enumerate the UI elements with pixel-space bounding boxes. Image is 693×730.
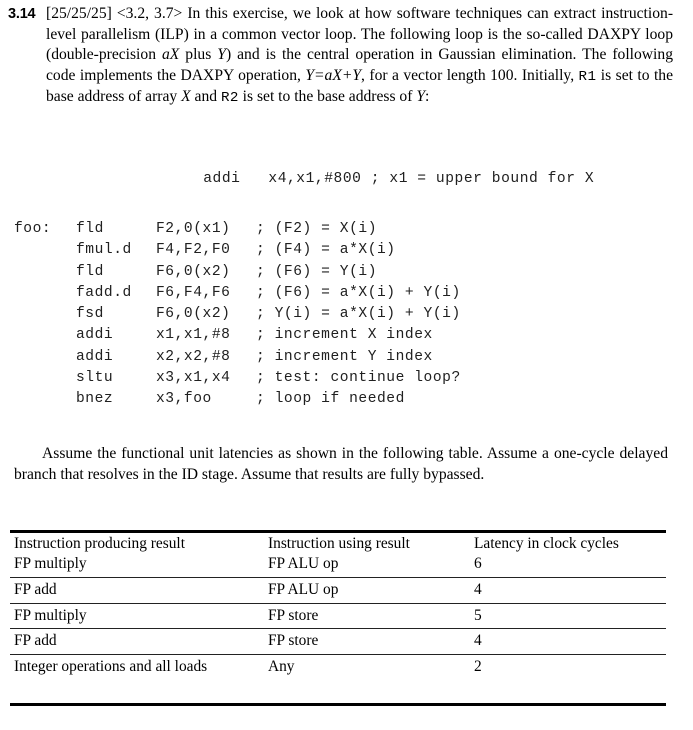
paragraph-text-1: In this exercise, we look at how software techniques can extract instruction-level parallelism (ILP) in a common vector loop. The following loop is the so-called DAXPY loop (double-precision [46,5,674,64]
paragraph-text-2: plus [179,46,218,64]
table-bottom-rule [10,703,666,706]
column-header-using: Instruction using result [268,535,410,552]
paragraph-text-7: is set to the base address of [238,88,417,106]
paragraph-text-3: ) and is the central operation in Gaussian elimination. The following code implements the DAXPY operation, [46,46,673,84]
code-opcode: bnez [76,391,114,408]
daxpy-code-listing [0,219,693,411]
cell-using: FP ALU op [268,578,474,604]
paragraph-text-6: and [190,88,221,106]
code-operands: F6,0(x2) [156,263,231,280]
code-operands: F4,F2,F0 [156,242,231,259]
cell-latency: 6 [474,554,482,572]
cell-using: FP store [268,603,474,629]
paragraph-text-5: is set to the base address of array [46,66,673,106]
code-line [0,389,693,410]
paragraph-text-8: : [425,88,430,106]
cell-using: FP store [268,629,474,655]
latency-table [10,530,666,680]
cell-producing: FP add [10,629,268,655]
code-opcode: fmul.d [76,242,132,259]
code-opcode: sltu [76,370,114,387]
code-comment: ; (F6) = a*X(i) + Y(i) [256,284,461,301]
exercise-paragraph [46,4,673,109]
cell-latency: 4 [474,629,666,655]
code-opcode: fld [76,263,104,280]
code-line [0,325,693,346]
cell-latency: 5 [474,603,666,629]
code-opcode: addi [76,348,114,365]
code-comment: ; increment Y index [256,348,433,365]
table-header-cell [268,530,474,578]
code-line [0,283,693,304]
assume-paragraph: Assume the functional unit latencies as shown in the following table. Assume a one-cycle delayed branch that resolves in the ID stage. Assume that results are fully bypassed. [14,445,668,483]
exercise-block [0,4,693,109]
code-opcode: addi [76,327,114,344]
term-Y-2: Y [416,88,426,106]
code-comment: ; (F2) = X(i) [256,221,377,237]
table-row [10,578,666,604]
code-comment: ; (F4) = a*X(i) [256,242,396,259]
code-operands: x1,x1,#8 [156,327,231,344]
code-opcode: fadd.d [76,284,132,301]
table-header-cell [474,530,666,578]
code-line [0,262,693,283]
table-header-row [10,530,666,578]
term-X: X [181,88,191,106]
cell-latency: 4 [474,578,666,604]
register-r2: R2 [220,90,239,107]
code-line [0,347,693,368]
code-operands: F2,0(x1) [156,221,231,237]
code-comment: ; loop if needed [256,391,405,408]
column-header-producing: Instruction producing result [14,535,185,552]
code-line [0,219,693,240]
code-opcode: fsd [76,306,104,323]
code-operands: x3,x1,x4 [156,370,231,387]
daxpy-formula: Y=aX+Y [305,66,362,84]
paragraph-text-4: , for a vector length 100. Initially, [361,66,579,84]
exercise-difficulty: [25/25/25] [46,5,112,22]
code-line [0,304,693,325]
cell-producing: FP add [10,578,268,604]
code-line [0,240,693,261]
table-row [10,654,666,679]
table-row [10,603,666,629]
cell-using: Any [268,654,474,679]
code-line-addi-bound [0,155,693,203]
code-comment: ; Y(i) = a*X(i) + Y(i) [256,306,461,323]
cell-latency: 2 [474,654,666,679]
cell-producing: FP multiply [10,603,268,629]
code-operands: F6,F4,F6 [156,284,231,301]
code-comment: ; increment X index [256,327,433,344]
column-header-latency: Latency in clock cycles [474,535,619,552]
cell-producing: FP multiply [14,554,87,572]
cell-producing: Integer operations and all loads [10,654,268,679]
code-comment: ; test: continue loop? [256,370,461,387]
code-label: foo: [14,221,52,237]
code-operands: x2,x2,#8 [156,348,231,365]
exercise-number: 3.14 [8,6,36,22]
code-operands: F6,0(x2) [156,306,231,323]
cell-using: FP ALU op [268,554,339,572]
table-header-cell [10,530,268,578]
term-Y: Y [217,46,226,64]
code-opcode: fld [76,221,104,237]
term-aX: aX [161,46,180,64]
exercise-sections: <3.2, 3.7> [116,5,183,22]
code-comment: ; (F6) = Y(i) [256,263,377,280]
register-r1: R1 [578,68,597,85]
code-operands: x3,foo [156,391,212,408]
table-row [10,629,666,655]
code-line-addi-bound-text: addi x4,x1,#800 ; x1 = upper bound for X [203,171,595,187]
code-line [0,368,693,389]
